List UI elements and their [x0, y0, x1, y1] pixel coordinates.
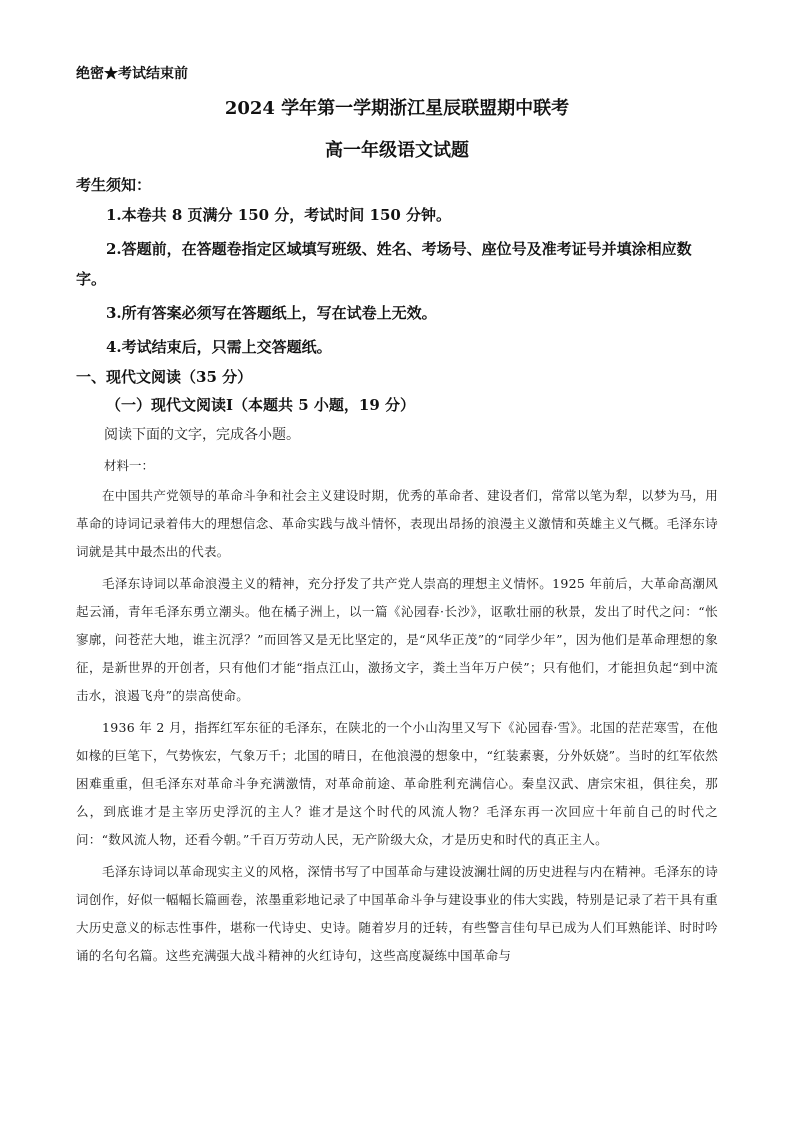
reading-instruction: 阅读下面的文字，完成各小题。 [104, 427, 300, 443]
exam-subtitle: 高一年级语文试题 [325, 140, 469, 161]
material-label: 材料一： [104, 458, 155, 473]
material-paragraph-1: 在中国共产党领导的革命斗争和社会主义建设时期，优秀的革命者、建设者们，常常以笔为犁，以梦为马，用革命的诗词记录着伟大的理想信念、革命实践与战斗情怀，表现出昂扬的浪漫主义激情和英雄主义气概。毛泽东诗词就是其中最杰出的代表。 [76, 488, 718, 559]
material-paragraph-2: 毛泽东诗词以革命浪漫主义的精神，充分抒发了共产党人崇高的理想主义情怀。1925 年前后，大革命高潮风起云涌，青年毛泽东勇立潮头。他在橘子洲上，以一篇《沁园春·长沙》，讴歌壮丽的秋景，发出了时代之问：“怅寥廓，问苍茫大地，谁主沉浮？”而回答又是无比坚定的，是“风华正茂”的“同学少年”，因为他们是革命理想的象征，是新世界的开创者，只有他们才能“指点江山，激扬文字，粪土当年万户侯”；只有他们，才能担负起“到中流击水，浪遏飞舟”的崇高使命。 [76, 576, 718, 703]
exam-title: 2024 学年第一学期浙江星辰联盟期中联考 [224, 98, 570, 119]
notice-item-1: 1.本卷共 8 页满分 150 分，考试时间 150 分钟。 [106, 206, 452, 224]
notice-heading: 考生须知： [76, 176, 152, 194]
notice-item-3: 3.所有答案必须写在答题纸上，写在试卷上无效。 [106, 304, 437, 322]
notice-item-4: 4.考试结束后，只需上交答题纸。 [106, 338, 332, 356]
section-heading: 一、现代文阅读（35 分） [76, 368, 253, 386]
material-paragraph-3: 1936 年 2 月，指挥红军东征的毛泽东，在陕北的一个小山沟里又写下《沁园春·雪》。北国的茫茫寒雪，在他如椽的巨笔下，气势恢宏，气象万千；北国的晴日，在他浪漫的想象中，“红装素裹，分外妖娆”。当时的红军依然困难重重，但毛泽东对革命斗争充满激情，对革命前途、革命胜利充满信心。秦皇汉武、唐宗宋祖，俱往矣，那么，到底谁才是主宰历史浮沉的主人？谁才是这个时代的风流人物？毛泽东再一次回应十年前自己的时代之问：“数风流人物，还看今朝。”千百万劳动人民，无产阶级大众，才是历史和时代的真正主人。 [76, 720, 718, 847]
subsection-heading: （一）现代文阅读Ⅰ（本题共 5 小题，19 分） [106, 396, 415, 414]
confidential-mark: 绝密★考试结束前 [76, 66, 188, 82]
notice-item-2: 2.答题前，在答题卷指定区域填写班级、姓名、考场号、座位号及准考证号并填涂相应数字。 [76, 240, 692, 288]
material-paragraph-4: 毛泽东诗词以革命现实主义的风格，深情书写了中国革命与建设波澜壮阔的历史进程与内在精神。毛泽东的诗词创作，好似一幅幅长篇画卷，浓墨重彩地记录了中国革命斗争与建设事业的伟大实践，特别是记录了若干具有重大历史意义的标志性事件，堪称一代诗史、史诗。随着岁月的迁转，有些警言佳句早已成为人们耳熟能详、时时吟诵的名句名篇。这些充满强大战斗精神的火红诗句，这些高度凝练中国革命与 [76, 864, 718, 963]
